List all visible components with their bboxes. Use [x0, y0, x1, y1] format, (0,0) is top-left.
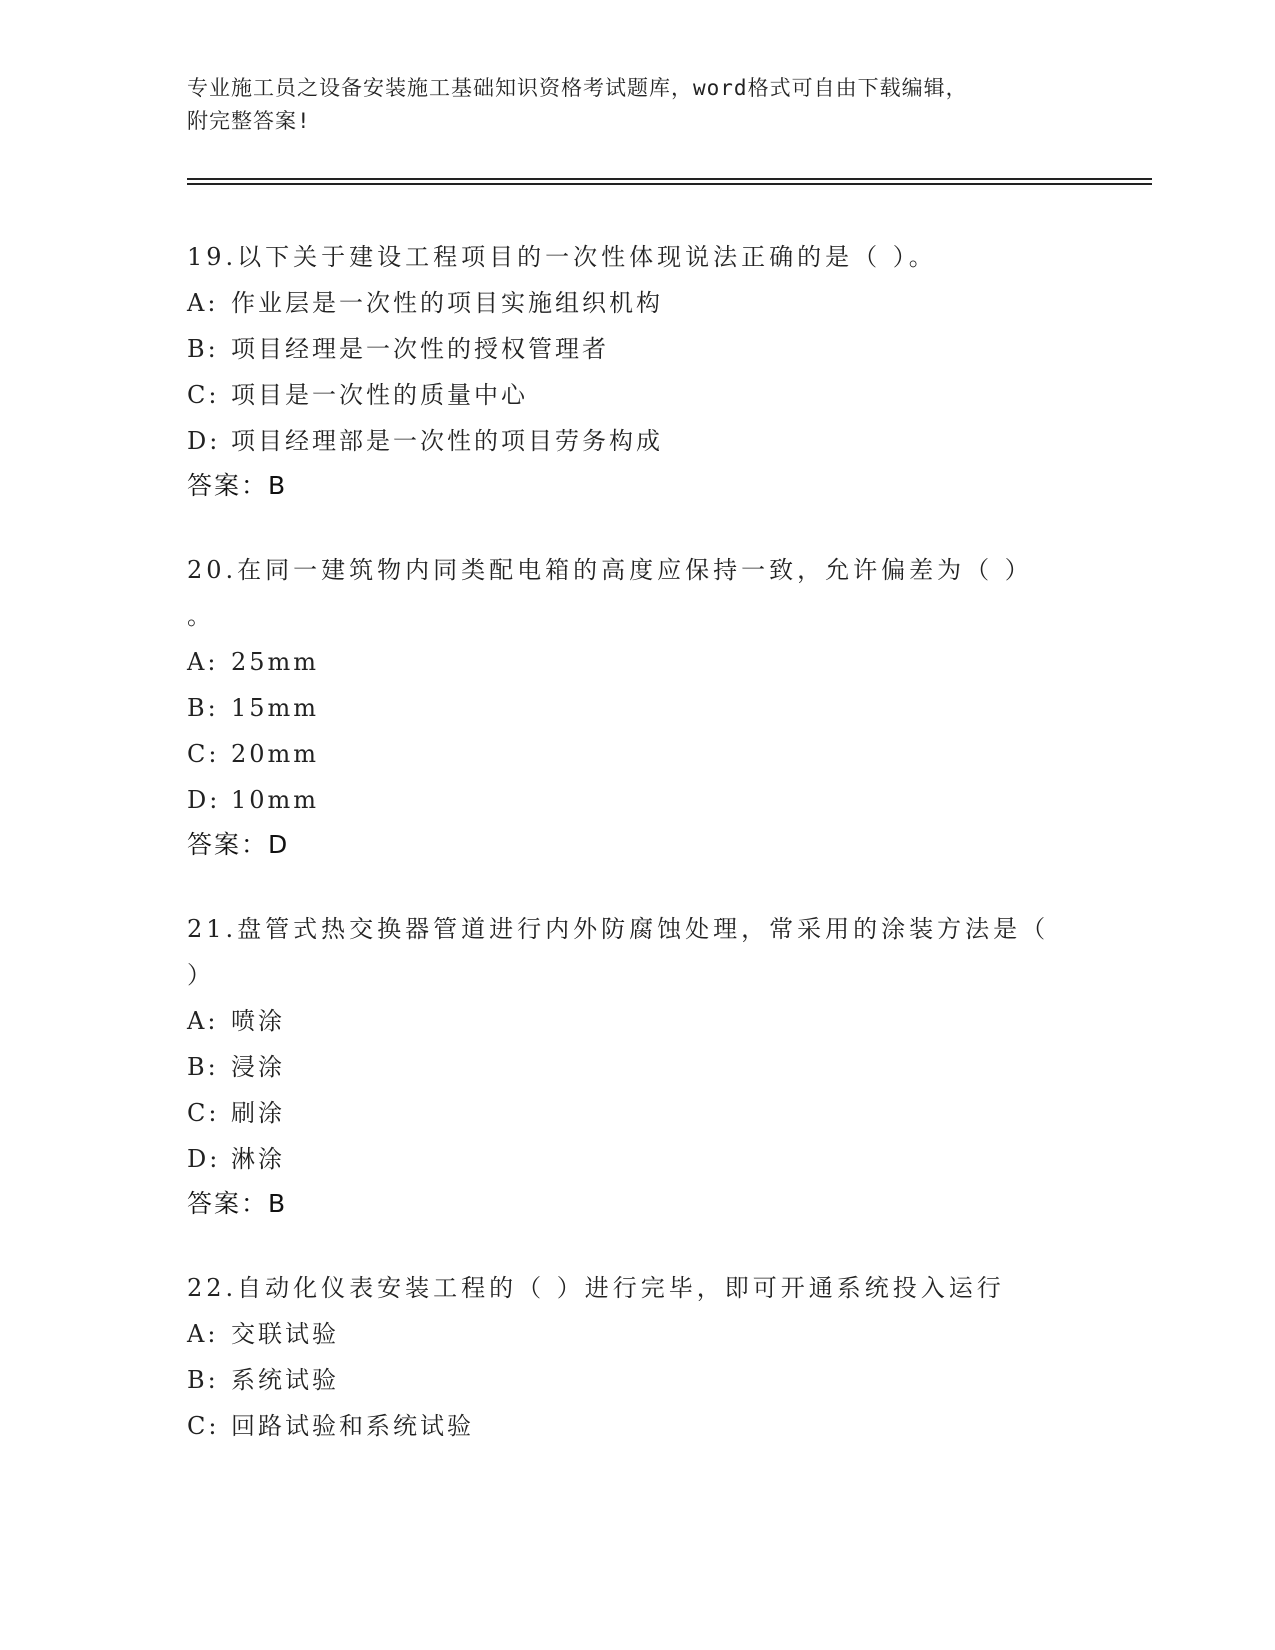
option-d [187, 1136, 1087, 1182]
header-divider-bottom [187, 183, 1152, 185]
option-d [187, 777, 1087, 823]
option-c [187, 372, 1087, 418]
option-text: 系统试验 [231, 1366, 339, 1394]
option-key: D: [187, 786, 221, 814]
option-a [187, 1311, 1087, 1357]
option-key: B: [187, 1366, 219, 1394]
option-key: A: [187, 289, 219, 317]
option-text: 作业层是一次性的项目实施组织机构 [231, 289, 663, 317]
option-b [187, 1044, 1087, 1090]
option-key: C: [187, 381, 220, 409]
option-key: C: [187, 1412, 220, 1440]
option-text: 项目是一次性的质量中心 [231, 381, 528, 409]
option-key: B: [187, 1053, 219, 1081]
option-b [187, 326, 1087, 372]
header-line-1: 专业施工员之设备安装施工基础知识资格考试题库，word格式可自由下载编辑， [187, 76, 968, 100]
question-20 [187, 547, 1087, 867]
document-header [187, 72, 1067, 138]
option-d [187, 418, 1087, 464]
option-text: 刷涂 [231, 1099, 285, 1127]
option-key: C: [187, 1099, 220, 1127]
option-key: B: [187, 694, 219, 722]
option-text: 喷涂 [231, 1007, 285, 1035]
option-key: A: [187, 648, 219, 676]
option-key: D: [187, 427, 221, 455]
question-text-line-1: 21.盘管式热交换器管道进行内外防腐蚀处理，常采用的涂装方法是（ [187, 915, 1050, 943]
answer-label: 答案：B [187, 1189, 288, 1218]
option-text: 浸涂 [231, 1053, 285, 1081]
question-text [187, 906, 1087, 998]
question-text-line-2: 。 [187, 602, 215, 630]
question-text: 22.自动化仪表安装工程的（ ）进行完毕，即可开通系统投入运行 [187, 1274, 1005, 1302]
option-a [187, 998, 1087, 1044]
question-text [187, 547, 1087, 639]
question-19 [187, 234, 1087, 508]
answer-label: 答案：D [187, 830, 290, 859]
option-text: 项目经理部是一次性的项目劳务构成 [231, 427, 663, 455]
option-text: 25mm [231, 648, 320, 676]
option-key: D: [187, 1145, 221, 1173]
option-text: 项目经理是一次性的授权管理者 [231, 335, 609, 363]
option-text: 回路试验和系统试验 [231, 1412, 474, 1440]
option-key: A: [187, 1320, 219, 1348]
header-divider-top [187, 178, 1152, 180]
option-a [187, 280, 1087, 326]
option-text: 10mm [231, 786, 320, 814]
option-b [187, 1357, 1087, 1403]
option-key: B: [187, 335, 219, 363]
option-a [187, 639, 1087, 685]
option-key: C: [187, 740, 220, 768]
question-list [187, 234, 1087, 1488]
option-text: 交联试验 [231, 1320, 339, 1348]
header-line-2: 附完整答案! [187, 109, 311, 133]
question-text-line-2: ） [187, 961, 215, 989]
question-text: 19.以下关于建设工程项目的一次性体现说法正确的是（ ）。 [187, 243, 937, 271]
answer-label: 答案：B [187, 471, 288, 500]
option-text: 15mm [231, 694, 320, 722]
option-c [187, 1090, 1087, 1136]
question-22 [187, 1265, 1087, 1449]
option-text: 淋涂 [231, 1145, 285, 1173]
option-c [187, 1403, 1087, 1449]
option-key: A: [187, 1007, 219, 1035]
option-c [187, 731, 1087, 777]
question-21 [187, 906, 1087, 1226]
question-text-line-1: 20.在同一建筑物内同类配电箱的高度应保持一致，允许偏差为（ ） [187, 556, 1033, 584]
option-text: 20mm [231, 740, 320, 768]
option-b [187, 685, 1087, 731]
